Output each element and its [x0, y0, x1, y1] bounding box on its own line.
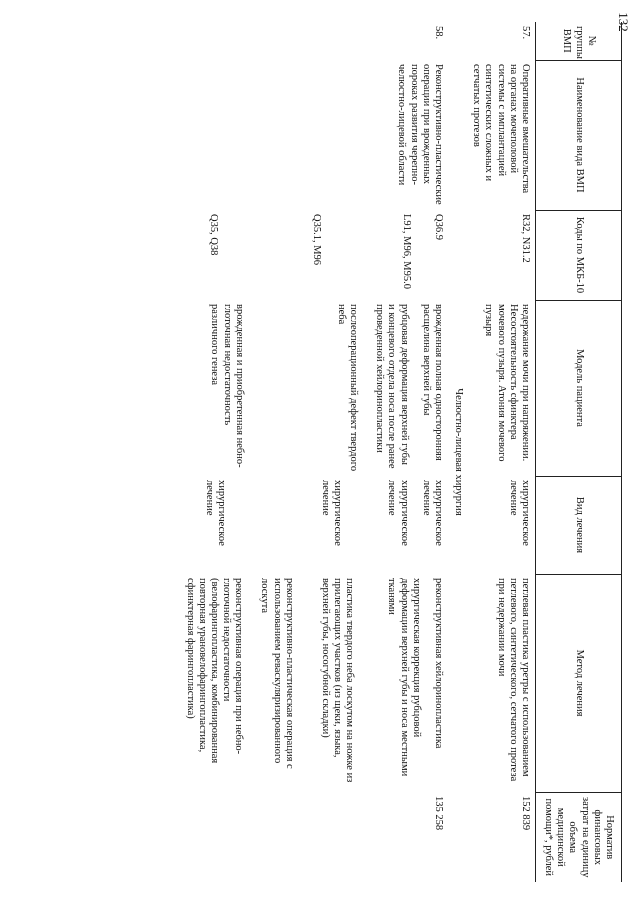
row58-type-a: хирургическое лечение: [420, 480, 444, 546]
section-row: [448, 22, 466, 882]
vmp-table: [179, 22, 622, 882]
row58-number: 58.: [432, 26, 444, 40]
row58-codes-b: L91, M96, M95.0: [400, 214, 412, 289]
header-patient-model: Модель пациента: [535, 300, 621, 476]
row57-codes: R32, N31.2: [519, 214, 531, 263]
row58-codes: [179, 210, 448, 300]
row58-patient-model: [179, 300, 448, 476]
table-row: [466, 22, 535, 882]
header-treatment-type: Вид лечения: [535, 476, 621, 574]
row58-type-d: хирургическое лечение: [203, 480, 227, 546]
header-mkb-codes: Коды по МКБ-10: [535, 210, 621, 300]
row58-treatment-type: [179, 476, 448, 574]
table-header-row: [535, 22, 621, 882]
row58-method-c1: пластика твердого неба лоскутом на ножке из прилегающих участков (из щеки, языка, верхней губы, носогубной складки): [319, 578, 356, 783]
row58-method-a: реконструктивная хейлоринопластика: [432, 578, 444, 749]
row57-cost: 152 839: [519, 796, 531, 831]
row58-type-b: хирургическое лечение: [386, 480, 410, 546]
row57-patient-model: недержание мочи при напряжении. Несостоятельность сфинктера мочевого пузыря. Атония мочевого пузыря: [483, 304, 531, 462]
row58-codes-a: Q36.9: [432, 214, 444, 240]
header-cost-standard: Норматив финансовых затрат на единицу объема медицинской помощи*, рублей: [535, 792, 621, 882]
header-group-no: № группы ВМП: [535, 22, 621, 60]
row57-number: 57.: [519, 26, 531, 40]
row58-method-d: реконструктивная операция при небно-глоточной недостаточности (велофарингопластика, комбинированная повторная урановелофарингопластика, сфинктерная фарингопластика): [184, 578, 245, 764]
row58-model-d: врожденная и приобретенная небно-глоточная недостаточность различного генеза: [209, 304, 245, 468]
row58-codes-d: Q35, Q38: [208, 214, 220, 256]
row58-treatment-method: [179, 574, 448, 792]
section-title: Челюстно-лицевая хирургия: [453, 388, 465, 516]
row58-codes-c: Q35.1, M96: [310, 214, 322, 266]
header-vmp-name: Наименование вида ВМП: [535, 60, 621, 210]
page-number: 132: [615, 12, 631, 32]
row58-method-b: хирургическая коррекция рубцовой деформации верхней губы и носа местными тканями: [386, 578, 422, 777]
header-treatment-method: Метод лечения: [535, 574, 621, 792]
row57-vmp-name: Оперативные вмешательства на органах мочеполовой системы с имплантацией синтетических сложных и сетчатых протезов: [471, 64, 531, 194]
table-row: [179, 22, 448, 882]
row58-type-c: хирургическое лечение: [320, 480, 344, 546]
row58-vmp-name: Реконструктивно-пластические операции при врожденных пороках развития черепно-челюстно-лицевой области: [396, 64, 444, 205]
row57-treatment-method: петлевая пластика уретры с использованием петлевого, синтетического, сетчатого протеза при недержании мочи: [495, 578, 531, 782]
row58-cost: 135 258: [432, 796, 444, 831]
row58-model-a: врожденная полная односторонняя расщелина верхней губы: [420, 304, 444, 461]
row58-model-b: рубцовая деформация верхней губы и концевого отдела носа после ранее проведенной хейлоринопластики: [374, 304, 410, 469]
row58-method-c2: реконструктивно-пластическая операция с использованием реваскуляризированного лоскута: [259, 578, 295, 769]
row57-treatment-type: хирургическое лечение: [507, 480, 531, 546]
row58-model-c: послеоперационный дефект твердого неба: [335, 304, 360, 472]
rotated-page: [22, 22, 622, 882]
